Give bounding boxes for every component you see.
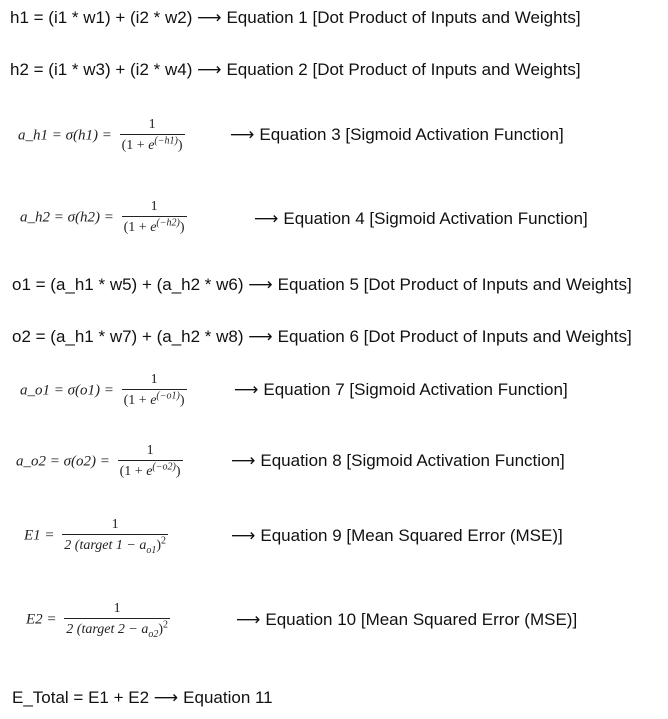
equation-3-formula — [18, 116, 185, 156]
equation-5 — [12, 275, 632, 295]
equation-4-formula — [20, 198, 187, 238]
equation-10-formula — [26, 600, 170, 640]
fraction-numerator: 1 — [150, 199, 158, 214]
equation-11-lhs: E_Total = E1 + E2 — [12, 688, 150, 707]
fraction-numerator: 1 — [148, 117, 156, 132]
fraction-denominator: $(1 + e^{(-o1)})$ — [122, 389, 187, 411]
equation-7-label: Equation 7 [Sigmoid Activation Function] — [263, 380, 568, 399]
fraction-numerator: 1 — [150, 372, 158, 387]
equation-3-label: Equation 3 [Sigmoid Activation Function] — [259, 125, 564, 144]
equation-4-fraction — [122, 198, 187, 238]
equation-10-description — [236, 610, 577, 630]
equation-6-label: Equation 6 [Dot Product of Inputs and Weights] — [277, 327, 632, 346]
arrow-icon: ⟶ — [230, 125, 255, 144]
equation-9-lhs: E1 = — [24, 527, 55, 544]
arrow-icon: ⟶ — [254, 209, 279, 228]
equation-11-label: Equation 11 — [183, 688, 273, 707]
equation-8-label: Equation 8 [Sigmoid Activation Function] — [260, 451, 565, 470]
equation-10-fraction — [64, 600, 170, 640]
arrow-icon: ⟶ — [236, 610, 261, 629]
equation-2-label: Equation 2 [Dot Product of Inputs and Weights] — [226, 60, 581, 79]
equation-8-formula — [16, 442, 183, 482]
equation-9-label: Equation 9 [Mean Squared Error (MSE)] — [260, 526, 563, 545]
fraction-denominator: $(1 + e^{(-h1)})$ — [120, 134, 185, 156]
equation-2 — [10, 60, 581, 80]
arrow-icon: ⟶ — [197, 8, 222, 27]
equation-7-description — [234, 380, 568, 400]
equation-9-description — [231, 526, 563, 546]
arrow-icon: ⟶ — [231, 451, 256, 470]
equation-8-description — [231, 451, 565, 471]
fraction-denominator: 2 (target $2 - a_{o2})^2$ — [66, 619, 168, 640]
equation-8-fraction — [118, 442, 183, 482]
fraction-numerator: 1 — [111, 517, 119, 532]
equation-5-label: Equation 5 [Dot Product of Inputs and Weights] — [277, 275, 632, 294]
arrow-icon: ⟶ — [197, 60, 222, 79]
fraction-numerator: 1 — [146, 443, 154, 458]
equation-10-label: Equation 10 [Mean Squared Error (MSE)] — [265, 610, 578, 629]
equation-9-formula — [24, 516, 168, 556]
equation-4-label: Equation 4 [Sigmoid Activation Function] — [283, 209, 588, 228]
equation-8-lhs: a_o2 = σ(o2) = — [16, 453, 110, 470]
arrow-icon: ⟶ — [248, 275, 273, 294]
equation-10-lhs: E2 = — [26, 611, 57, 628]
fraction-denominator: 2 (target $1 - a_{o1})^2$ — [64, 535, 166, 556]
equation-7-fraction — [122, 371, 187, 411]
arrow-icon: ⟶ — [248, 327, 273, 346]
equation-11 — [12, 688, 273, 708]
equation-9-fraction — [62, 516, 168, 556]
fraction-numerator: 1 — [113, 601, 121, 616]
equation-7-lhs: a_o1 = σ(o1) = — [20, 382, 114, 399]
equation-1 — [10, 8, 581, 28]
fraction-denominator: $(1 + e^{(-h2)})$ — [122, 216, 187, 238]
arrow-icon: ⟶ — [153, 688, 179, 707]
equation-4-lhs: a_h2 = σ(h2) = — [20, 209, 114, 226]
fraction-denominator: $(1 + e^{(-o2)})$ — [118, 460, 183, 482]
arrow-icon: ⟶ — [234, 380, 259, 399]
arrow-icon: ⟶ — [231, 526, 256, 545]
equation-6-lhs: o2 = (a_h1 * w7) + (a_h2 * w8) — [12, 327, 244, 346]
equation-7-formula — [20, 371, 187, 411]
equation-4-description — [254, 209, 588, 229]
equation-5-lhs: o1 = (a_h1 * w5) + (a_h2 * w6) — [12, 275, 244, 294]
equation-6 — [12, 327, 632, 347]
equation-1-label: Equation 1 [Dot Product of Inputs and Weights] — [226, 8, 581, 27]
equation-3-description — [230, 125, 564, 145]
equation-1-lhs: h1 = (i1 * w1) + (i2 * w2) — [10, 8, 193, 27]
equation-3-lhs: a_h1 = σ(h1) = — [18, 127, 112, 144]
equation-3-fraction — [120, 116, 185, 156]
equation-2-lhs: h2 = (i1 * w3) + (i2 * w4) — [10, 60, 193, 79]
